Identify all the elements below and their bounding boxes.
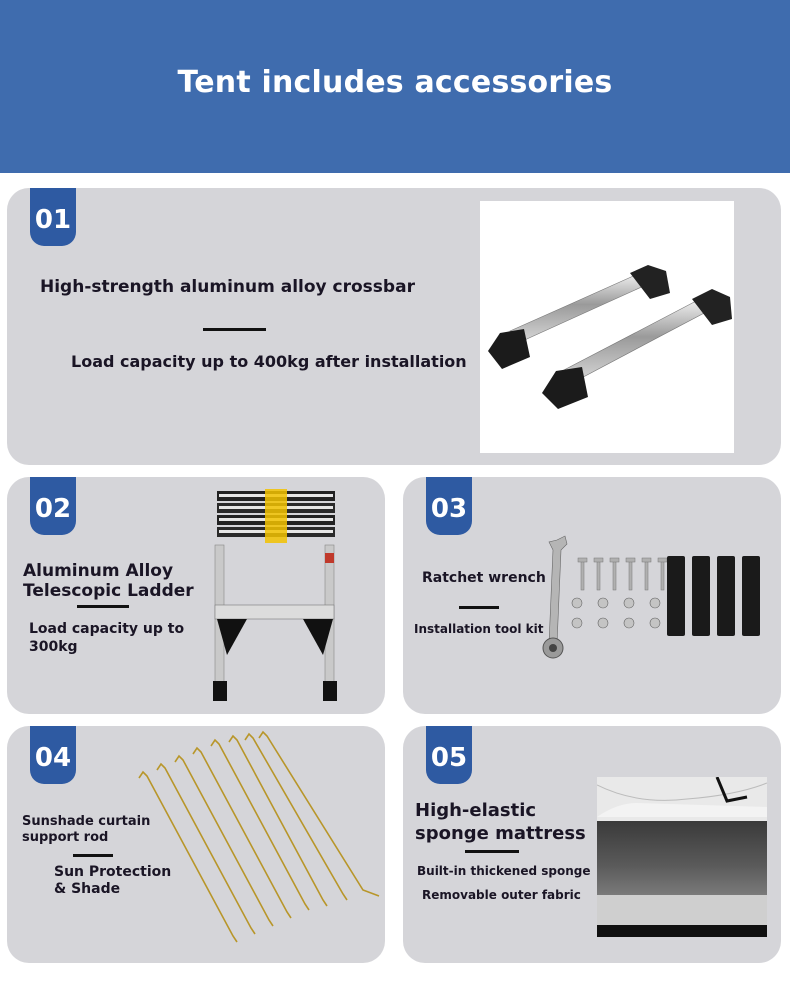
item-description-line1: Sun Protection (54, 864, 172, 880)
toolkit-image (537, 532, 777, 662)
item-number-badge: 04 (30, 726, 76, 784)
item-title-line1: Sunshade curtain (22, 814, 151, 829)
accessory-card-crossbar (7, 188, 781, 465)
header-banner (0, 0, 790, 173)
item-title: High-strength aluminum alloy crossbar (40, 277, 415, 297)
accessory-card-ladder (7, 477, 385, 714)
divider (77, 605, 129, 608)
item-title-line2: Telescopic Ladder (23, 581, 194, 601)
item-description-line2: 300kg (29, 639, 78, 655)
divider (465, 850, 519, 853)
item-number-badge: 05 (426, 726, 472, 784)
item-description: Load capacity up to 400kg after installation (71, 352, 467, 371)
rods-icon (133, 730, 383, 948)
item-description-line2: & Shade (54, 881, 121, 897)
ladder-image (207, 485, 347, 707)
toolkit-icon (537, 532, 777, 662)
item-description: Installation tool kit (414, 622, 544, 636)
divider (459, 606, 499, 609)
crossbar-image (480, 201, 734, 453)
item-number-badge: 03 (426, 477, 472, 535)
crossbar-icon (480, 201, 734, 453)
item-title-line1: High-elastic (415, 800, 537, 821)
item-description-line1: Built-in thickened sponge (417, 864, 591, 878)
divider (73, 854, 113, 857)
accessory-card-rods (7, 726, 385, 963)
ladder-icon (207, 485, 347, 707)
item-number-badge: 01 (30, 188, 76, 246)
item-title: Ratchet wrench (422, 570, 546, 586)
item-description-line1: Load capacity up to (29, 621, 185, 637)
item-number-badge: 02 (30, 477, 76, 535)
mattress-image (597, 777, 767, 937)
mattress-icon (597, 777, 767, 937)
page-title: Tent includes accessories (177, 65, 613, 100)
rods-image (133, 730, 383, 948)
item-title-line2: support rod (22, 830, 109, 845)
accessory-card-toolkit (403, 477, 781, 714)
item-title-line1: Aluminum Alloy (23, 561, 174, 581)
item-title-line2: sponge mattress (415, 823, 586, 844)
item-description-line2: Removable outer fabric (422, 888, 581, 902)
divider (203, 328, 266, 331)
accessory-card-mattress (403, 726, 781, 963)
